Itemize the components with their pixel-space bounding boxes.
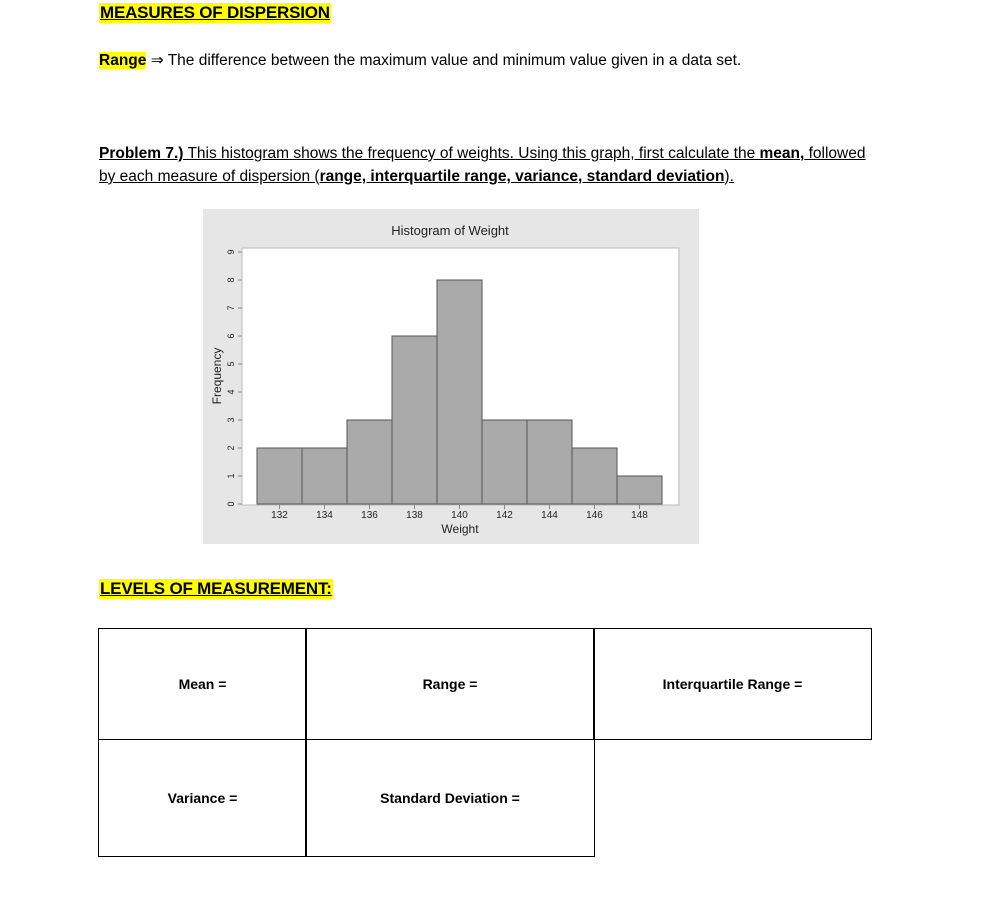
mean-cell: [98, 628, 307, 740]
bar-136: [347, 420, 392, 504]
x-tick-label-140: 140: [451, 510, 468, 521]
y-tick-label-7: 7: [226, 305, 236, 311]
page-title: MEASURES OF DISPERSION: [100, 3, 330, 22]
y-tick-label-3: 3: [226, 417, 236, 423]
y-tick-label-6: 6: [226, 333, 236, 339]
y-tick-label-4: 4: [226, 389, 236, 395]
range-term: Range: [99, 52, 147, 69]
y-tick-label-2: 2: [226, 445, 236, 451]
x-tick-label-136: 136: [361, 510, 378, 521]
x-tick-label-134: 134: [316, 510, 333, 521]
variance-label: Variance =: [167, 790, 238, 806]
bar-138: [392, 336, 437, 504]
std-dev-label: Standard Deviation =: [380, 790, 520, 806]
bar-140: [437, 280, 482, 504]
chart-title: Histogram of Weight: [391, 223, 509, 238]
histogram-svg: [203, 209, 699, 544]
y-axis-label: Frequency: [210, 347, 224, 405]
mean-label: Mean =: [178, 676, 227, 692]
problem-text-1: This histogram shows the frequency of weights. Using this graph, first calculate the: [183, 145, 760, 162]
std-dev-cell: [305, 739, 595, 857]
problem-bold-mean: mean,: [759, 145, 805, 162]
x-tick-label-132: 132: [271, 510, 288, 521]
bar-148: [617, 476, 662, 504]
problem-bold-measures: range, interquartile range, variance, standard deviation: [319, 168, 725, 185]
implies-arrow: ⇒: [150, 52, 164, 69]
y-tick-label-0: 0: [226, 501, 236, 507]
range-definition-text: The difference between the maximum value and minimum value given in a data set.: [163, 52, 742, 69]
bar-142: [482, 420, 527, 504]
y-tick-label-1: 1: [226, 473, 236, 479]
x-axis-label: Weight: [441, 522, 479, 536]
x-axis: [271, 505, 648, 521]
variance-cell: [98, 739, 307, 857]
problem-label: Problem 7.): [99, 145, 184, 162]
problem-text-3: ).: [724, 168, 734, 185]
levels-heading: LEVELS OF MEASUREMENT:: [100, 579, 332, 598]
y-tick-label-5: 5: [226, 361, 236, 367]
y-axis: [226, 249, 242, 506]
bar-146: [572, 448, 617, 504]
bar-132: [257, 448, 302, 504]
bar-144: [527, 420, 572, 504]
x-tick-label-144: 144: [541, 510, 558, 521]
histogram-chart: [203, 209, 699, 544]
y-tick-label-8: 8: [226, 277, 236, 283]
iqr-label: Interquartile Range =: [662, 676, 803, 692]
bar-134: [302, 448, 347, 504]
x-tick-label-148: 148: [631, 510, 648, 521]
y-tick-label-9: 9: [226, 249, 236, 255]
problem-statement: [99, 142, 879, 188]
x-tick-label-146: 146: [586, 510, 603, 521]
range-definition: [99, 51, 741, 70]
x-tick-label-138: 138: [406, 510, 423, 521]
iqr-cell: [593, 628, 872, 740]
range-cell: [305, 628, 595, 740]
range-label: Range =: [422, 676, 478, 692]
problem-text-2: followed by each measure of dispersion (: [99, 145, 866, 185]
x-tick-label-142: 142: [496, 510, 513, 521]
